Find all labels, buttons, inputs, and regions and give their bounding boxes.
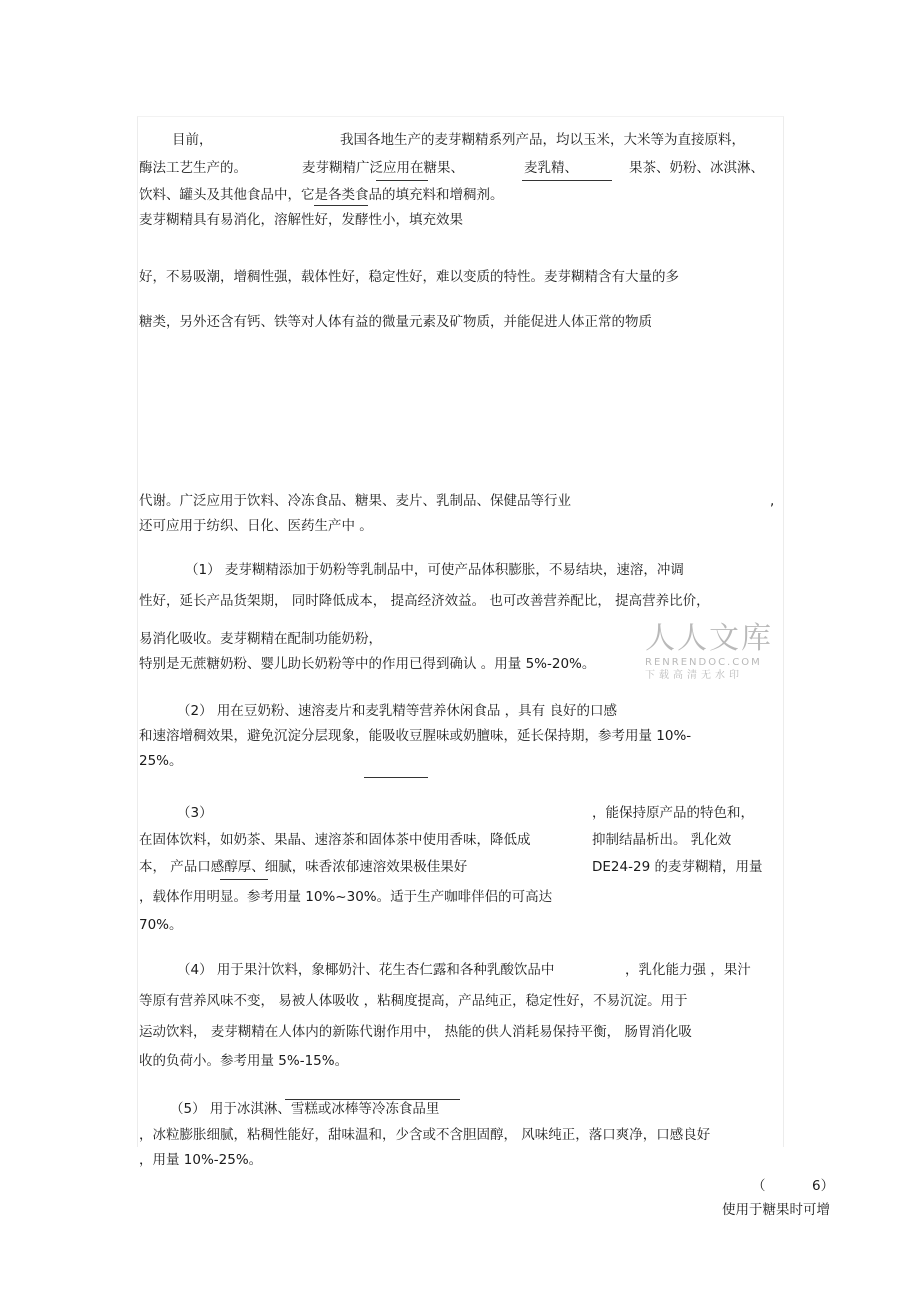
s3-right2: 抑制结晶析出。 乳化效 — [592, 832, 732, 848]
p3-line2: 还可应用于纺织、日化、医药生产中 。 — [139, 518, 373, 534]
s1-line1: （1） 麦芽糊精添加于奶粉等乳制品中，可使产品体积膨胀，不易结块，速溶，冲调 — [185, 562, 684, 578]
p2-line2: 糖类，另外还含有钙、铁等对人体有益的微量元素及矿物质，并能促进人体正常的物质 — [139, 314, 652, 330]
s5-line2: ，冰粒膨胀细腻，粘稠性能好，甜味温和，少含或不含胆固醇， 风味纯正，落口爽净，口感良好 — [139, 1127, 711, 1143]
s3-line4: ，载体作用明显。参考用量 10%~30%。适于生产咖啡伴侣的可高达 — [139, 889, 553, 905]
watermark — [645, 622, 775, 682]
s5-line1: （5） 用于冰淇淋、雪糕或冰棒等冷冻食品里 — [170, 1101, 440, 1117]
underline-5 — [220, 879, 268, 880]
s1-line4: 特别是无蔗糖奶粉、婴儿助长奶粉等中的作用已得到确认 。用量 5%-20%。 — [139, 656, 596, 672]
s6-number: 6） — [812, 1178, 835, 1194]
p3-line1: 代谢。广泛应用于饮料、冷冻食品、糖果、麦片、乳制品、保健品等行业 — [139, 493, 571, 509]
underline-3 — [314, 205, 368, 206]
s6-line: 使用于糖果时可增 — [722, 1202, 830, 1218]
s3-line5: 70%。 — [139, 917, 183, 933]
s3-left2: 本， 产品口感醇厚、细腻，味香浓郁速溶效果极佳果好 — [139, 859, 468, 875]
s2-line1: （2） 用在豆奶粉、速溶麦片和麦乳精等营养休闲食品 ，具有 良好的口感 — [177, 703, 617, 719]
p1-line2-a: 酶法工艺生产的。 — [139, 160, 247, 176]
watermark-domain: RENRENDOC.COM — [645, 657, 762, 668]
s4-line2: 等原有营养风味不变， 易被人体吸收 ，粘稠度提高，产品纯正，稳定性好，不易沉淀。用于 — [139, 993, 688, 1009]
underline-1 — [376, 180, 428, 181]
s4-line1: （4） 用于果汁饮料，象椰奶汁、花生杏仁露和各种乳酸饮品中 — [177, 962, 555, 978]
p1-line1: 我国各地生产的麦芽糊精系列产品，均以玉米，大米等为直接原料， — [340, 132, 745, 148]
p1-line2-c: 麦乳精、 — [524, 160, 578, 176]
underline-4 — [364, 777, 428, 778]
s5-line3: ，用量 10%-25%。 — [139, 1152, 263, 1168]
s4-line4: 收的负荷小。参考用量 5%-15%。 — [139, 1053, 349, 1069]
s1-line3: 易消化吸收。麦芽糊精在配制功能奶粉， — [139, 631, 382, 647]
watermark-slogan: 下载高清无水印 — [645, 670, 743, 681]
s3-right3: DE24-29 的麦芽糊精，用量 — [592, 859, 763, 875]
p1-lead: 目前， — [172, 132, 213, 148]
s4-line3: 运动饮料， 麦芽糊精在人体内的新陈代谢作用中， 热能的供人消耗易保持平衡， 肠胃消化吸 — [139, 1024, 692, 1040]
s1-line2: 性好，延长产品货架期， 同时降低成本， 提高经济效益。 也可改善营养配比， 提高营养比价， — [139, 593, 710, 609]
p3-comma: , — [770, 493, 775, 509]
p1-line2-b: 麦芽糊精广泛应用在糖果、 — [302, 160, 464, 176]
underline-2 — [522, 180, 612, 181]
watermark-title: 人人文库 — [645, 621, 773, 656]
s3-left1: 在固体饮料，如奶茶、果晶、速溶茶和固体茶中使用香味，降低成 — [139, 832, 531, 848]
s2-line2: 和速溶增稠效果，避免沉淀分层现象，能吸收豆腥味或奶膻味，延长保持期，参考用量 10%- — [139, 728, 692, 744]
s6-open: （ — [752, 1178, 766, 1194]
s3-right1: ，能保持原产品的特色和， — [592, 805, 754, 821]
p2-line1: 好，不易吸潮，增稠性强，载体性好，稳定性好，难以变质的特性。麦芽糊精含有大量的多 — [139, 269, 679, 285]
s4-line1-right: ，乳化能力强 ，果汁 — [625, 962, 751, 978]
underline-6 — [285, 1099, 460, 1100]
p1-line4: 麦芽糊精具有易消化，溶解性好，发酵性小，填充效果 — [139, 212, 463, 228]
p1-line3: 饮料、罐头及其他食品中，它是各类食品的填充料和增稠剂。 — [139, 187, 504, 203]
p1-line2-d: 果茶、奶粉、冰淇淋、 — [629, 160, 764, 176]
s3-label: （3） — [177, 805, 213, 821]
s2-line3: 25%。 — [139, 753, 183, 769]
